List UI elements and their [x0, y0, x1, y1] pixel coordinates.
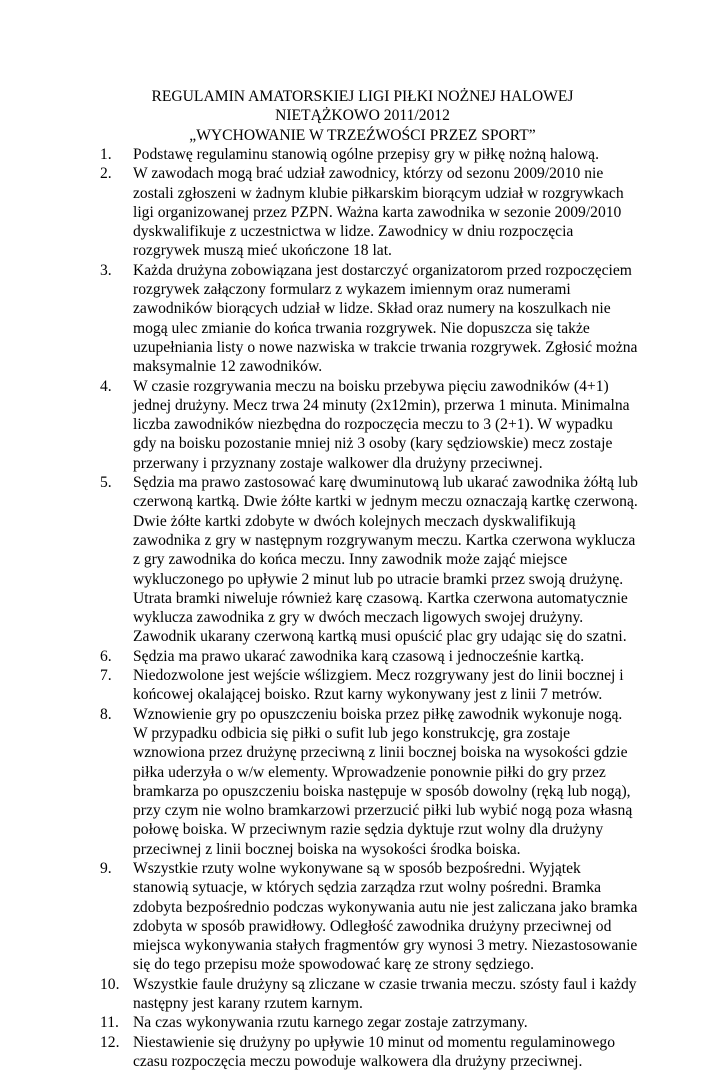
rule-number: 4.	[100, 377, 112, 395]
rule-item	[100, 1033, 640, 1071]
rule-item	[100, 975, 640, 1014]
rule-number: 8.	[100, 705, 112, 723]
rules-list	[100, 145, 640, 1071]
rule-number: 5.	[100, 474, 112, 492]
rule-number: 1.	[100, 146, 112, 163]
title-line-1: REGULAMIN AMATORSKIEJ LIGI PIŁKI NOŻNEJ HALOWEJ	[151, 88, 574, 105]
rule-text: W czasie rozgrywania meczu na boisku przebywa pięciu zawodników (4+1) jednej drużyny. Mecz trwa 24 minuty (2x12min), przerwa 1 minuta. Minimalna liczba zawodników niezbędna do rozpoczęcia meczu to 3 (2+1). W wypadku gdy na boisku pozostanie mniej niż 3 osoby (kary sędziowskie) mecz zostaje przerwany i przyznany zostaje walkower dla drużyny przeciwnej.	[133, 377, 630, 472]
rule-number: 10.	[100, 975, 120, 993]
document-header	[90, 87, 635, 145]
rule-text: Wszystkie rzuty wolne wykonywane są w sposób bezpośredni. Wyjątek stanowią sytuacje, w których sędzia zarządza rzut wolny pośredni. Bramka zdobyta bezpośrednio podczas wykonywania autu nie jest zaliczana jako bramka zdobyta w sposób prawidłowy. Odległość zawodnika drużyny przeciwnej od miejsca wykonywania stałych fragmentów gry wynosi 3 metry. Niezastosowanie się do tego przepisu może spowodować karę ze strony sędziego.	[133, 859, 638, 974]
rule-item	[100, 666, 640, 705]
rule-number: 3.	[100, 261, 112, 279]
rule-item	[100, 164, 640, 260]
rule-text: Sędzia ma prawo zastosować karę dwuminutową lub ukarać zawodnika żółtą lub czerwoną kartką. Dwie żółte kartki w jednym meczu oznaczają kartkę czerwoną. Dwie żółte kartki zdobyte w dwóch kolejnych meczach dyskwalifikują zawodnika z gry w następnym rozgrywanym meczu. Kartka czerwona wyklucza z gry zawodnika do końca meczu. Inny zawodnik może zająć miejsce wykluczonego po upływie 2 minut lub po utracie bramki przez swoją drużynę. Utrata bramki niweluje również karę czasową. Kartka czerwona automatycznie wyklucza zawodnika z gry w dwóch meczach ligowych swojej drużyny. Zawodnik ukarany czerwoną kartką musi opuścić plac gry udając się do szatni.	[133, 474, 638, 646]
rule-text: W zawodach mogą brać udział zawodnicy, którzy od sezonu 2009/2010 nie zostali zgłoszeni w żadnym klubie piłkarskim biorącym udział w rozgrywkach ligi organizowanej przez PZPN. Ważna karta zawodnika w sezonie 2009/2010 dyskwalifikuje z uczestnictwa w lidze. Zawodnicy w dniu rozpoczęcia rozgrywek muszą mieć ukończone 18 lat.	[133, 165, 624, 260]
rule-text: Każda drużyna zobowiązana jest dostarczyć organizatorom przed rozpoczęciem rozgrywek załączony formularz z wykazem imiennym oraz numerami zawodników biorących udział w lidze. Skład oraz numery na koszulkach nie mogą ulec zmianie do końca trwania rozgrywek. Nie dopuszcza się także uzupełniania listy o nowe nazwiska w trakcie trwania rozgrywek. Zgłosić można maksymalnie 12 zawodników.	[133, 261, 638, 376]
title-line-3: „WYCHOWANIE W TRZEŹWOŚCI PRZEZ SPORT”	[189, 126, 536, 144]
title-line-2: NIETĄŻKOWO 2011/2012	[275, 107, 450, 125]
rule-number: 11.	[100, 1014, 119, 1032]
rule-text: Na czas wykonywania rzutu karnego zegar zostaje zatrzymany.	[133, 1014, 528, 1032]
rule-item	[100, 377, 640, 473]
rule-number: 12.	[100, 1033, 120, 1051]
rule-item	[100, 473, 640, 647]
rule-text: Sędzia ma prawo ukarać zawodnika karą czasową i jednocześnie kartką.	[133, 647, 585, 665]
rule-number: 6.	[100, 647, 112, 665]
rule-number: 9.	[100, 859, 112, 877]
rule-item	[100, 145, 640, 164]
rule-text: Niestawienie się drużyny po upływie 10 minut od momentu regulaminowego czasu rozpoczęcia meczu powoduje walkowera dla drużyny przeciwnej.	[133, 1033, 616, 1070]
rule-item	[100, 859, 640, 975]
rule-item	[100, 261, 640, 377]
rule-item	[100, 705, 640, 859]
rule-item	[100, 647, 640, 666]
rule-text: Wznowienie gry po opuszczeniu boiska przez piłkę zawodnik wykonuje nogą. W przypadku odbicia się piłki o sufit lub jego konstrukcję, gra zostaje wznowiona przez drużynę przeciwną z linii bocznej boiska na wysokości gdzie piłka uderzyła o w/w elementy. Wprowadzenie ponownie piłki do gry przez bramkarza po opuszczeniu boiska następuje w sposób dowolny (ręką lub nogą), przy czym nie wolno bramkarzowi przerzucić piłki lub wybić nogą poza własną połowę boiska. W przeciwnym razie sędzia dyktuje rzut wolny dla drużyny przeciwnej z linii bocznej boiska na wysokości środka boiska.	[133, 705, 633, 858]
rule-text: Niedozwolone jest wejście wślizgiem. Mecz rozgrywany jest do linii bocznej i końcowej okalającej boisko. Rzut karny wykonywany jest z linii 7 metrów.	[133, 667, 624, 704]
rule-number: 7.	[100, 667, 112, 685]
rule-number: 2.	[100, 165, 112, 183]
rule-text: Podstawę regulaminu stanowią ogólne przepisy gry w piłkę nożną halową.	[133, 146, 599, 163]
rule-text: Wszystkie faule drużyny są zliczane w czasie trwania meczu. szósty faul i każdy następny jest karany rzutem karnym.	[133, 975, 637, 1013]
rule-item	[100, 1013, 640, 1032]
